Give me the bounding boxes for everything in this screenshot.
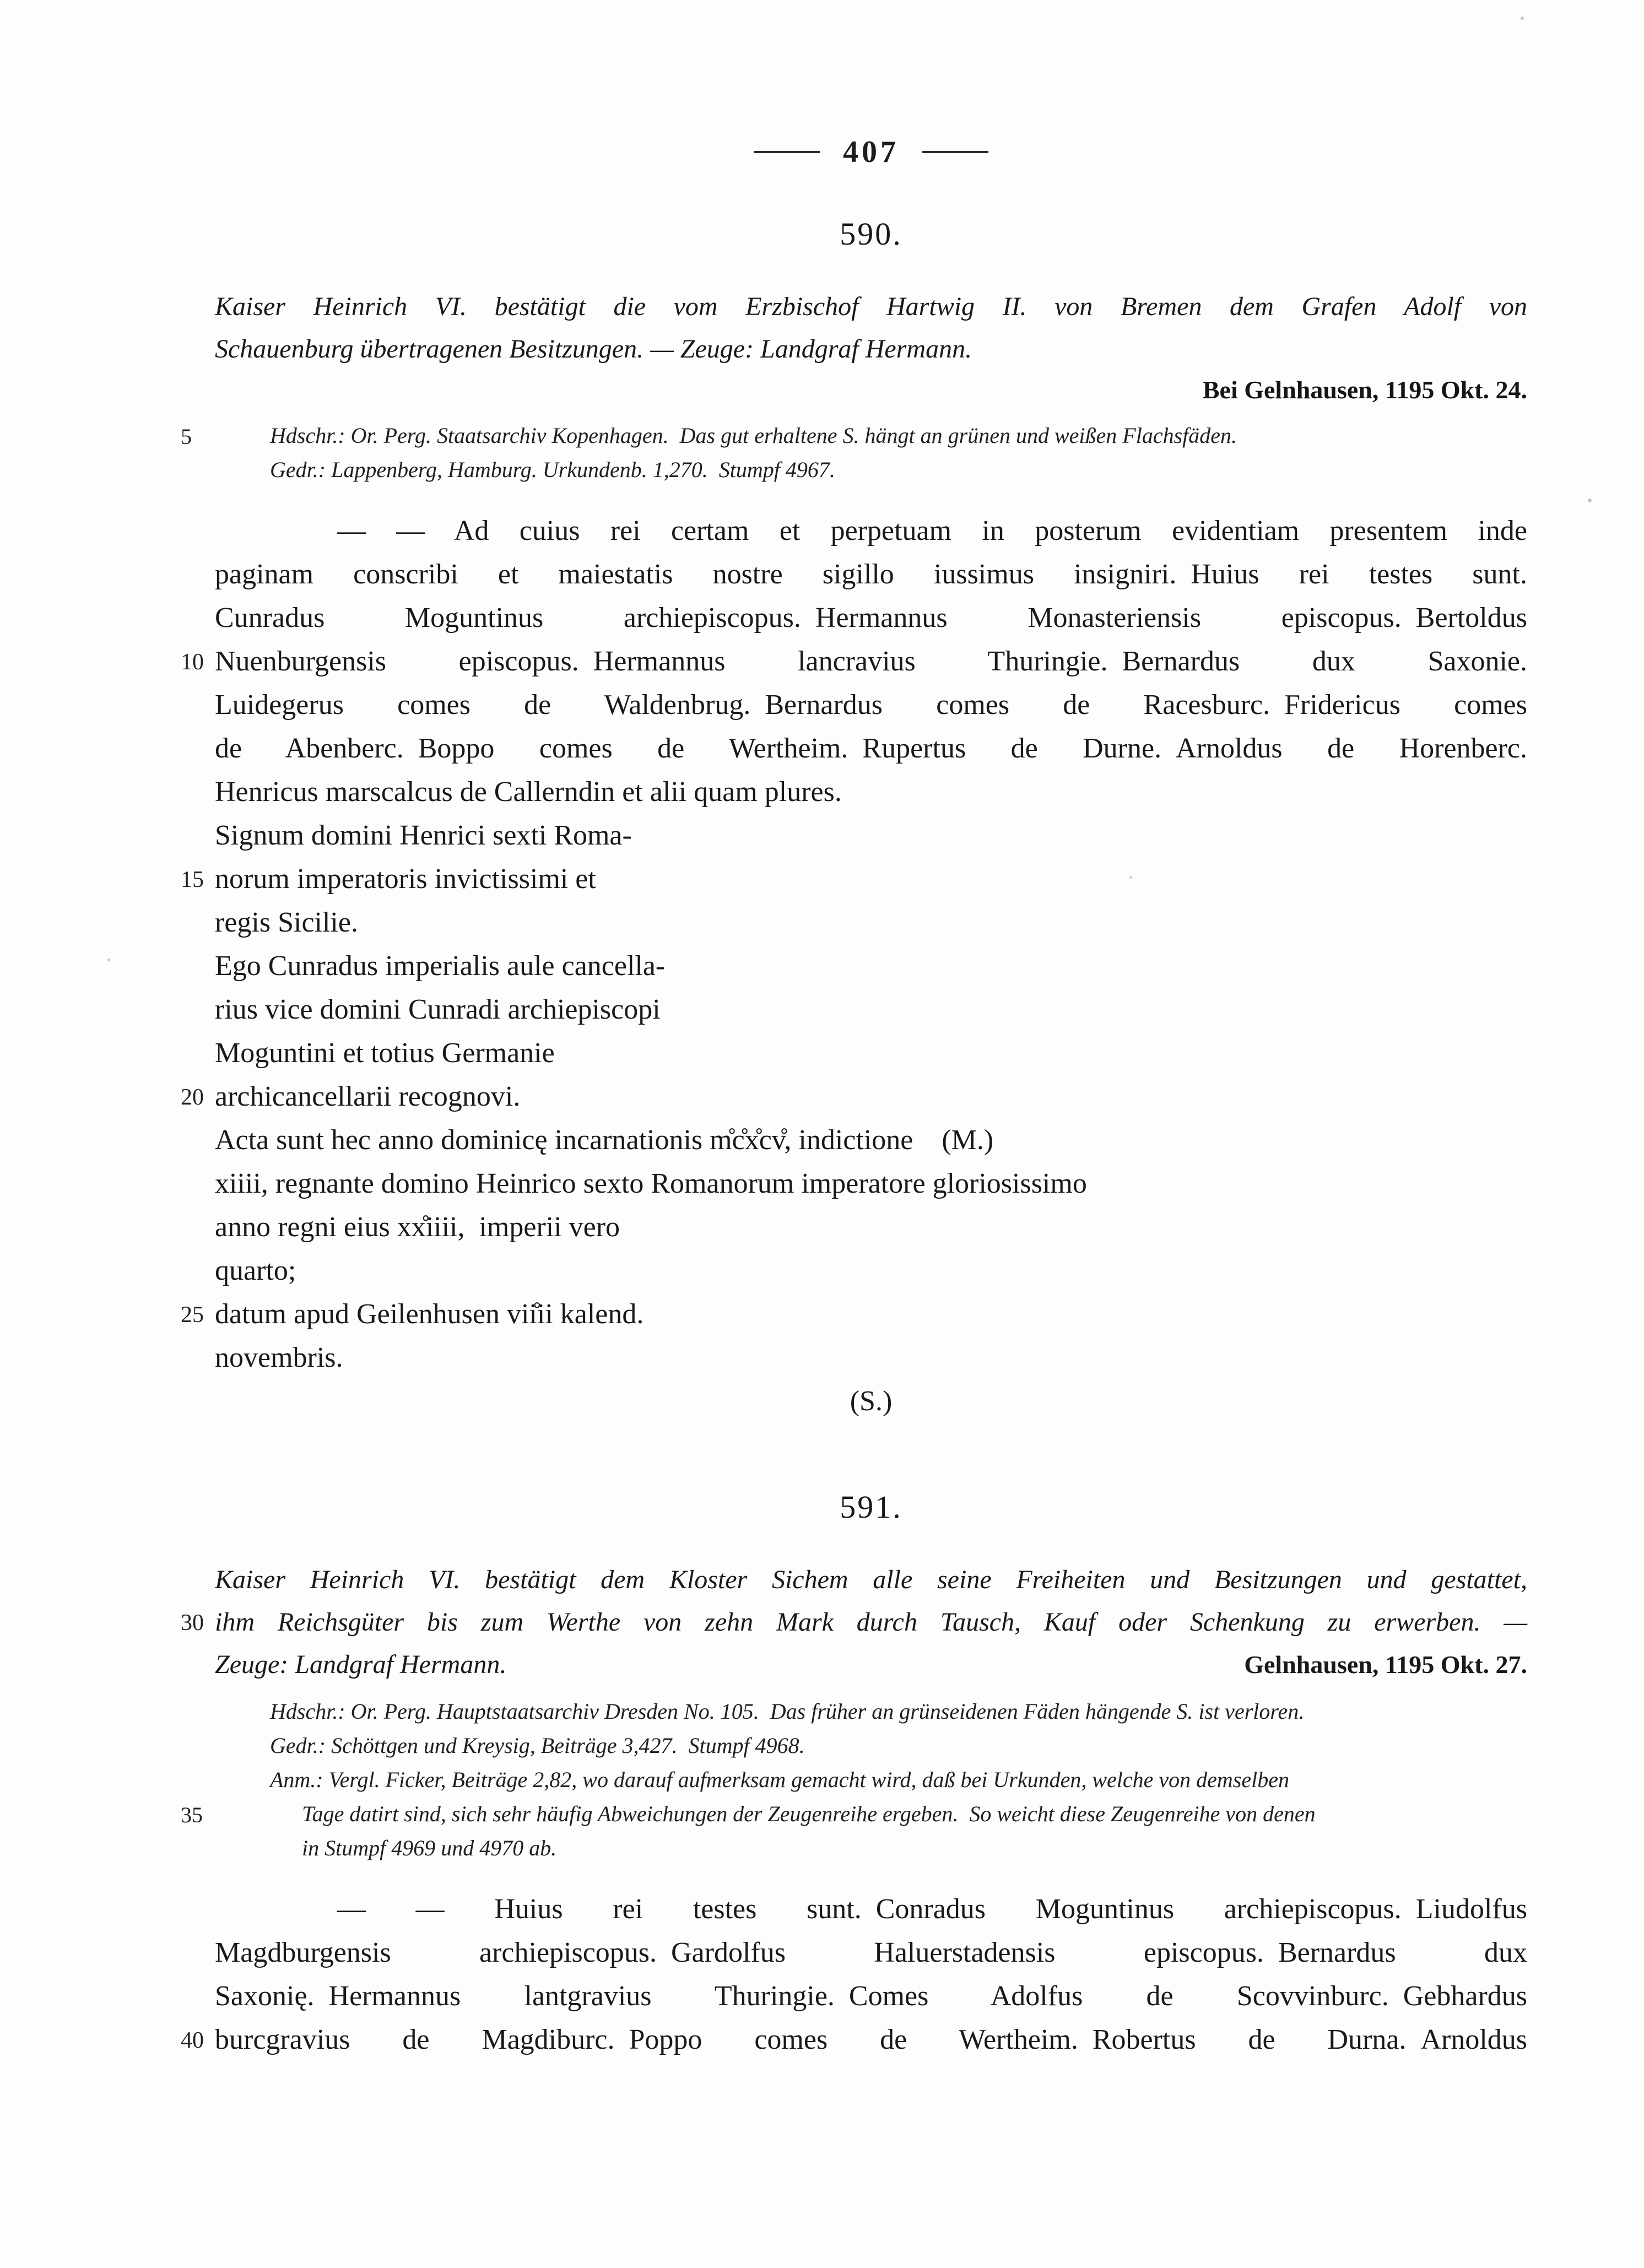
margin-line-number: 25 bbox=[181, 1302, 204, 1328]
line-text: Saxonię. Hermannus lantgravius Thuringie. Comes Adolfus de Scovvinburc. Gebhardus bbox=[215, 1980, 1527, 2012]
text-line bbox=[215, 727, 1527, 770]
text-line bbox=[215, 1831, 1527, 1865]
text-line bbox=[181, 1797, 1527, 1831]
entry-591 bbox=[181, 1488, 1527, 2061]
margin-line-number: 35 bbox=[181, 1803, 203, 1827]
text-line bbox=[215, 944, 1527, 988]
entry-590-dateline: Bei Gelnhausen, 1195 Okt. 24. bbox=[1202, 376, 1527, 404]
entry-590-number: 590. bbox=[840, 216, 902, 252]
header-rule-left bbox=[754, 151, 820, 153]
entry-590-summary bbox=[215, 285, 1527, 370]
line-text: — — Ad cuius rei certam et perpetuam in posterum evidentiam presentem inde bbox=[337, 515, 1527, 546]
scan-speck bbox=[1588, 499, 1592, 502]
margin-line-number: 40 bbox=[181, 2028, 204, 2053]
text-line bbox=[215, 1162, 1527, 1205]
entry-591-summary-tail-row bbox=[215, 1643, 1527, 1686]
line-text: Schauenburg übertragenen Besitzungen. — Zeuge: Landgraf Hermann. bbox=[215, 334, 972, 364]
entry-591-summary-tail: Zeuge: Landgraf Hermann. bbox=[215, 1650, 507, 1679]
page-header bbox=[215, 132, 1527, 172]
line-text: in Stumpf 4969 und 4970 ab. bbox=[302, 1836, 557, 1860]
text-line bbox=[215, 1205, 1527, 1249]
entry-591-apparatus bbox=[181, 1695, 1527, 1865]
line-text: Nuenburgensis episcopus. Hermannus lancravius Thuringie. Bernardus dux Saxonie. bbox=[215, 646, 1527, 677]
text-line bbox=[215, 1558, 1527, 1601]
line-text: archicancellarii recognovi. bbox=[215, 1081, 521, 1112]
line-text: Cunradus Moguntinus archiepiscopus. Hermannus Monasteriensis episcopus. Bertoldus bbox=[215, 602, 1527, 634]
text-line bbox=[215, 1249, 1527, 1292]
page-content bbox=[181, 0, 1527, 2061]
line-text: datum apud Geilenhusen vii̊ii kalend. bbox=[215, 1298, 644, 1330]
margin-line-number: 30 bbox=[181, 1610, 204, 1636]
line-text: Kaiser Heinrich VI. bestätigt die vom Erzbischof Hartwig II. von Bremen dem Grafen Adolf von bbox=[215, 292, 1527, 321]
header-rule-right bbox=[922, 151, 988, 153]
text-line bbox=[215, 988, 1527, 1031]
text-line bbox=[215, 1031, 1527, 1075]
line-text: — — Huius rei testes sunt. Conradus Moguntinus archiepiscopus. Liudolfus bbox=[337, 1893, 1527, 1925]
text-line bbox=[181, 857, 1527, 901]
text-line bbox=[215, 1887, 1527, 1931]
text-line bbox=[215, 1729, 1527, 1763]
line-text: norum imperatoris invictissimi et bbox=[215, 863, 596, 895]
text-line bbox=[181, 2018, 1527, 2061]
entry-591-number: 591. bbox=[840, 1489, 902, 1525]
text-line bbox=[181, 640, 1527, 683]
line-text: paginam conscribi et maiestatis nostre sigillo iussimus insigniri. Huius rei testes sunt. bbox=[215, 559, 1527, 590]
line-text: Gedr.: Lappenberg, Hamburg. Urkundenb. 1,270. Stumpf 4967. bbox=[270, 457, 835, 482]
text-line bbox=[215, 453, 1527, 487]
text-line bbox=[181, 1075, 1527, 1118]
line-text: Magdburgensis archiepiscopus. Gardolfus Haluerstadensis episcopus. Bernardus dux bbox=[215, 1937, 1527, 1968]
line-text: Acta sunt hec anno dominicę incarnationis m̊c̊x̊cv̊, indictione (M.) bbox=[215, 1124, 994, 1156]
text-line bbox=[215, 1118, 1527, 1162]
line-text: rius vice domini Cunradi archiepiscopi bbox=[215, 994, 661, 1025]
text-line bbox=[215, 1336, 1527, 1379]
line-text: novembris. bbox=[215, 1342, 343, 1373]
line-text: Kaiser Heinrich VI. bestätigt dem Kloster Sichem alle seine Freiheiten und Besitzungen und gestattet, bbox=[215, 1565, 1527, 1594]
scan-speck bbox=[107, 959, 110, 961]
line-text: Tage datirt sind, sich sehr häufig Abweichungen der Zeugenreihe ergeben. So weicht diese Zeugenreihe von denen bbox=[302, 1801, 1316, 1826]
entry-590-body bbox=[181, 509, 1527, 1423]
line-text: Hdschr.: Or. Perg. Staatsarchiv Kopenhagen. Das gut erhaltene S. hängt an grünen und weißen Flachsfäden. bbox=[270, 423, 1237, 448]
line-text: ihm Reichsgüter bis zum Werthe von zehn Mark durch Tausch, Kauf oder Schenkung zu erwerben. — bbox=[215, 1607, 1527, 1637]
text-line bbox=[215, 814, 1527, 857]
entry-591-dateline: Gelnhausen, 1195 Okt. 27. bbox=[1244, 1650, 1527, 1679]
line-text: Hdschr.: Or. Perg. Hauptstaatsarchiv Dresden No. 105. Das früher an grünseidenen Fäden hängende S. ist verloren. bbox=[270, 1699, 1305, 1724]
entry-590 bbox=[181, 215, 1527, 1423]
margin-line-number: 15 bbox=[181, 867, 204, 892]
text-line bbox=[181, 419, 1527, 453]
line-text: regis Sicilie. bbox=[215, 907, 358, 938]
entry-590-apparatus bbox=[181, 419, 1527, 487]
page-number: 407 bbox=[843, 135, 899, 169]
line-text: Moguntini et totius Germanie bbox=[215, 1037, 555, 1069]
entry-591-summary bbox=[181, 1558, 1527, 1643]
text-line bbox=[215, 285, 1527, 328]
line-text: Gedr.: Schöttgen und Kreysig, Beiträge 3,427. Stumpf 4968. bbox=[270, 1733, 805, 1758]
text-line bbox=[215, 1931, 1527, 1974]
line-text: anno regni eius xx̊iiii, imperii vero bbox=[215, 1211, 620, 1243]
text-line bbox=[215, 553, 1527, 596]
text-line bbox=[215, 1379, 1527, 1423]
margin-line-number: 20 bbox=[181, 1085, 204, 1110]
text-line bbox=[181, 1292, 1527, 1336]
text-line bbox=[215, 596, 1527, 640]
line-text: Luidegerus comes de Waldenbrug. Bernardus comes de Racesburc. Fridericus comes bbox=[215, 689, 1527, 721]
line-text: Ego Cunradus imperialis aule cancella- bbox=[215, 950, 666, 982]
text-line bbox=[215, 1695, 1527, 1729]
text-line bbox=[215, 328, 1527, 370]
text-line bbox=[215, 1763, 1527, 1797]
line-text: (S.) bbox=[850, 1385, 893, 1417]
text-line bbox=[215, 901, 1527, 944]
line-text: Henricus marscalcus de Callerndin et alii quam plures. bbox=[215, 776, 842, 808]
text-line bbox=[181, 1601, 1527, 1643]
line-text: xiiii, regnante domino Heinrico sexto Romanorum imperatore gloriosissimo bbox=[215, 1168, 1087, 1199]
entry-591-body bbox=[181, 1887, 1527, 2061]
text-line bbox=[215, 1974, 1527, 2018]
line-text: quarto; bbox=[215, 1255, 296, 1286]
line-text: burcgravius de Magdiburc. Poppo comes de Wertheim. Robertus de Durna. Arnoldus bbox=[215, 2024, 1527, 2055]
margin-line-number: 5 bbox=[181, 424, 192, 449]
text-line bbox=[215, 509, 1527, 553]
margin-line-number: 10 bbox=[181, 649, 204, 675]
text-line bbox=[215, 683, 1527, 727]
line-text: Anm.: Vergl. Ficker, Beiträge 2,82, wo darauf aufmerksam gemacht wird, daß bei Urkunden, welche von demselben bbox=[270, 1767, 1289, 1792]
line-text: Signum domini Henrici sexti Roma- bbox=[215, 820, 632, 851]
text-line bbox=[215, 770, 1527, 814]
line-text: de Abenberc. Boppo comes de Wertheim. Rupertus de Durne. Arnoldus de Horenberc. bbox=[215, 733, 1527, 764]
